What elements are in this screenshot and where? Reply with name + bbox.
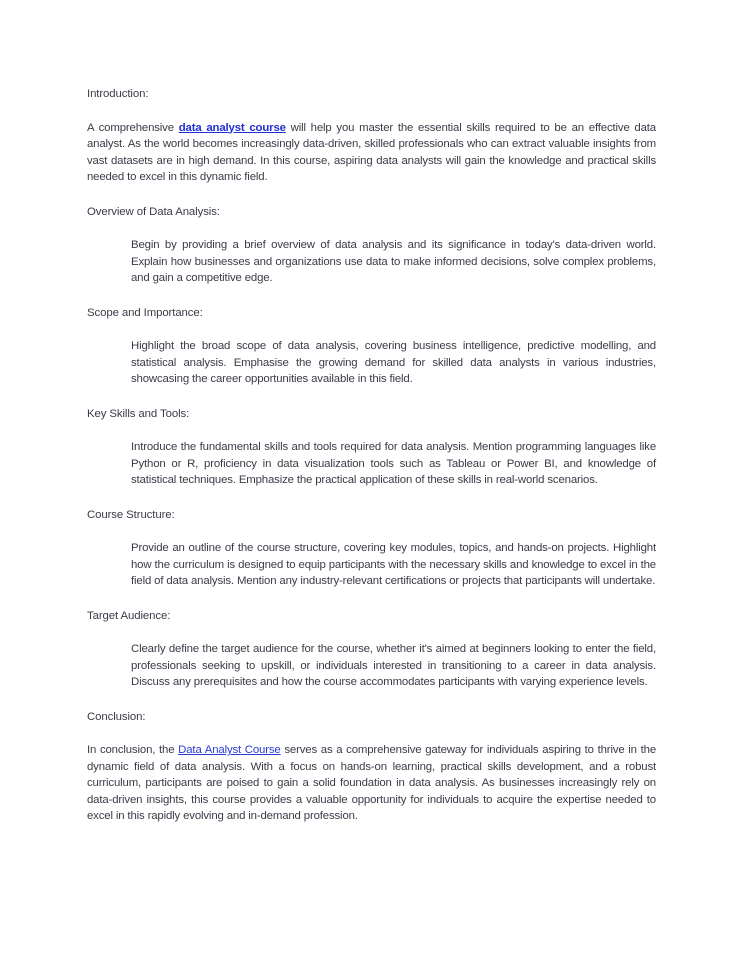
skills-heading: Key Skills and Tools:	[87, 407, 190, 420]
conclusion-paragraph	[87, 742, 656, 825]
scope-paragraph: Highlight the broad scope of data analysis, covering business intelligence, predictive modelling, and statistical analysis. Emphasise the growing demand for skilled data analysts in various industries, showcasing the career opportunities available in this field.	[131, 340, 656, 385]
scope-heading: Scope and Importance:	[87, 306, 203, 319]
overview-paragraph: Begin by providing a brief overview of data analysis and its significance in today's data-driven world. Explain how businesses and organizations use data to make informed decisions, solve complex problems, and gain a competitive edge.	[131, 239, 656, 284]
intro-text-after: will help you master the essential skills required to be an effective data analyst. As the world becomes increasingly data-driven, skilled professionals who can extract valuable insights from vast datasets are in high demand. In this course, aspiring data analysts will gain the knowledge and practical skills needed to excel in this dynamic field.	[87, 121, 656, 183]
audience-heading: Target Audience:	[87, 609, 171, 622]
audience-paragraph: Clearly define the target audience for the course, whether it's aimed at beginners looking to enter the field, professionals seeking to upskill, or individuals interested in transitioning to a career in data analysis. Discuss any prerequisites and how the course accommodates participants with varying experience levels.	[131, 643, 656, 688]
conclusion-text-before: In conclusion, the	[87, 744, 179, 756]
structure-paragraph: Provide an outline of the course structure, covering key modules, topics, and hands-on projects. Highlight how the curriculum is designed to equip participants with the necessary skills and knowledge to excel in the field of data analysis. Mention any industry-relevant certifications or projects that participants will undertake.	[131, 542, 656, 587]
intro-heading: Introduction:	[87, 88, 149, 100]
intro-text-before: A comprehensive	[87, 121, 179, 134]
overview-heading: Overview of Data Analysis:	[87, 205, 220, 218]
conclusion-heading: Conclusion:	[87, 710, 146, 723]
document-page	[87, 86, 656, 825]
data-analyst-course-link[interactable]: data analyst course	[178, 121, 286, 134]
skills-paragraph: Introduce the fundamental skills and tools required for data analysis. Mention programming languages like Python or R, proficiency in data visualization tools such as Tableau or Power BI, and knowledge of statistical techniques. Emphasize the practical application of these skills in real-world scenarios.	[131, 441, 656, 486]
structure-heading: Course Structure:	[87, 508, 175, 521]
intro-paragraph	[87, 120, 656, 186]
data-analyst-course-link-conclusion[interactable]: Data Analyst Course	[178, 744, 281, 756]
conclusion-text-after: serves as a comprehensive gateway for individuals aspiring to thrive in the dynamic field of data analysis. With a focus on hands-on learning, practical skills development, and a robust curriculum, participants are poised to gain a solid foundation in data analysis. As businesses increasingly rely on data-driven insights, this course provides a valuable opportunity for individuals to acquire the expertise needed to excel in this rapidly evolving and in-demand profession.	[87, 744, 656, 822]
